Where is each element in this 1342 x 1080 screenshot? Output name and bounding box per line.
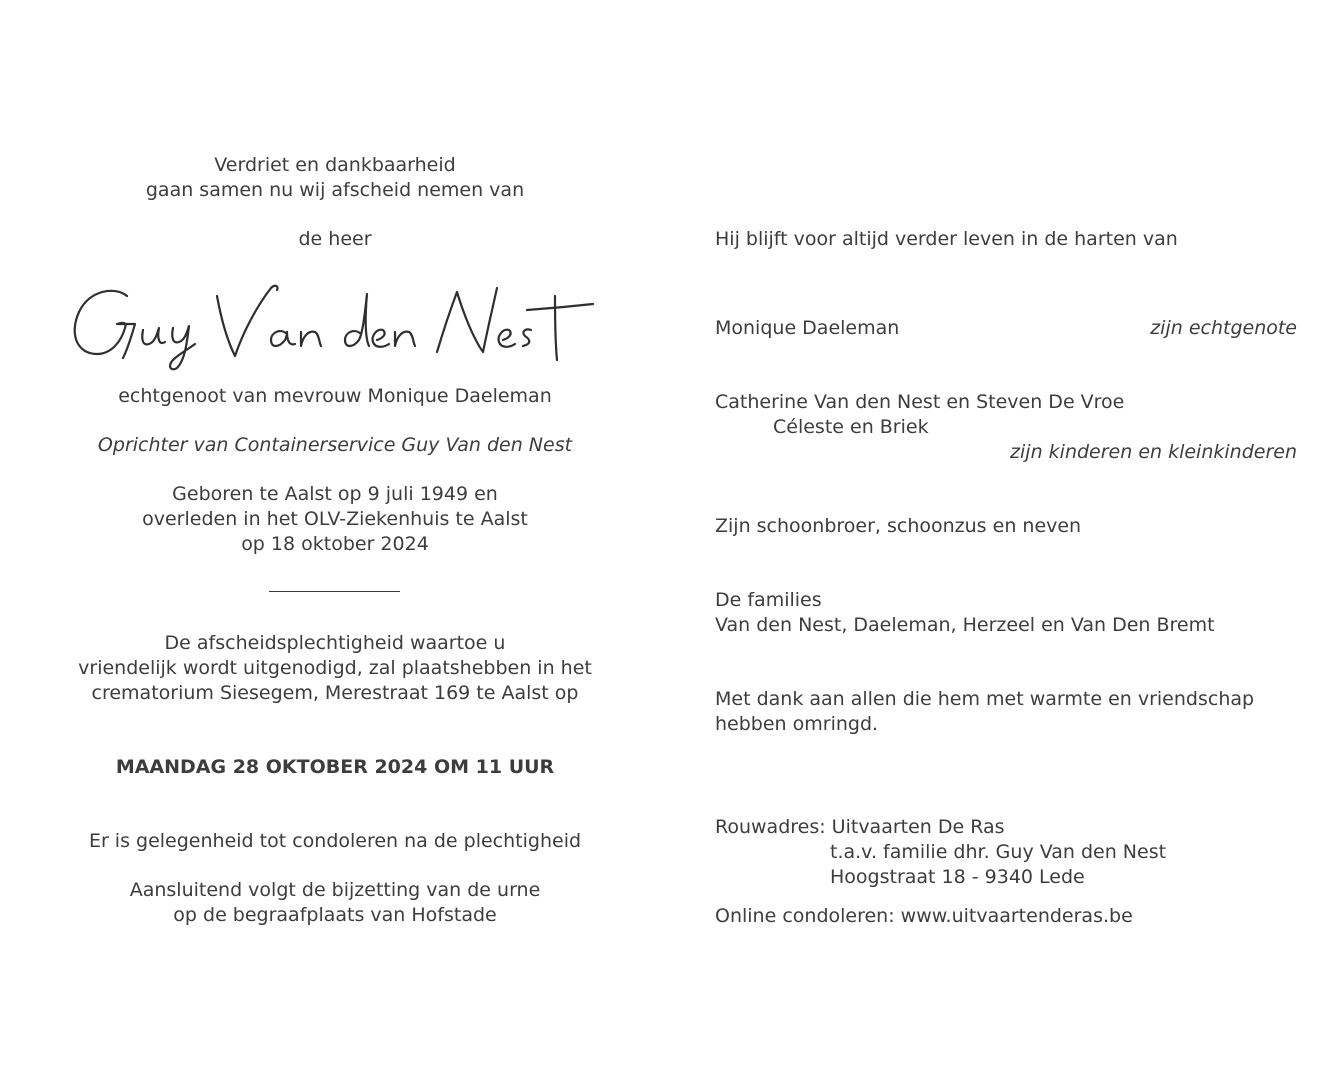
deceased-name [40, 282, 630, 372]
address-line-2: t.a.v. familie dhr. Guy Van den Nest [830, 841, 1167, 863]
burial-line-1: Aansluitend volgt de bijzetting van de urne [129, 879, 541, 901]
ceremony-line-2: vriendelijk wordt uitgenodigd, zal plaatshebben in het [78, 657, 592, 679]
children-line: Catherine Van den Nest en Steven De Vroe [715, 391, 1125, 413]
salutation: de heer [298, 228, 372, 250]
spouse-name: Monique Daeleman [715, 317, 900, 339]
online-condolence: Online condoleren: www.uitvaartenderas.be [715, 905, 1133, 927]
children-role: zijn kinderen en kleinkinderen [1010, 441, 1297, 463]
founder-line: Oprichter van Containerservice Guy Van den Nest [97, 434, 573, 456]
thanks-line-1: Met dank aan allen die hem met warmte en vriendschap [715, 688, 1255, 710]
deceased-name-script [65, 282, 605, 372]
address-label: Rouwadres: Uitvaarten De Ras [715, 816, 1005, 838]
thanks-line-2: hebben omringd. [715, 713, 879, 735]
in-laws-line: Zijn schoonbroer, schoonzus en neven [715, 515, 1082, 537]
ceremony-line-1: De afscheidsplechtigheid waartoe u [164, 632, 506, 654]
families-names: Van den Nest, Daeleman, Herzeel en Van Den Bremt [715, 614, 1215, 636]
born-line: Geboren te Aalst op 9 juli 1949 en [172, 483, 498, 505]
remembrance-intro: Hij blijft voor altijd verder leven in de harten van [715, 228, 1178, 250]
ceremony-date: MAANDAG 28 OKTOBER 2024 OM 11 UUR [115, 756, 555, 778]
intro-line-1: Verdriet en dankbaarheid [214, 154, 456, 176]
died-date: op 18 oktober 2024 [241, 533, 429, 555]
grandchildren-line: Céleste en Briek [773, 416, 929, 438]
divider [269, 591, 400, 592]
address-line-3: Hoogstraat 18 - 9340 Lede [830, 866, 1085, 888]
intro-line-2: gaan samen nu wij afscheid nemen van [145, 179, 525, 201]
ceremony-line-3: crematorium Siesegem, Merestraat 169 te Aalst op [91, 682, 579, 704]
spouse-line: echtgenoot van mevrouw Monique Daeleman [118, 385, 552, 407]
families-label: De families [715, 589, 822, 611]
condolence-line: Er is gelegenheid tot condoleren na de plechtigheid [88, 830, 582, 852]
spouse-role: zijn echtgenote [1150, 317, 1297, 339]
burial-line-2: op de begraafplaats van Hofstade [173, 904, 497, 926]
died-line: overleden in het OLV-Ziekenhuis te Aalst [142, 508, 528, 530]
